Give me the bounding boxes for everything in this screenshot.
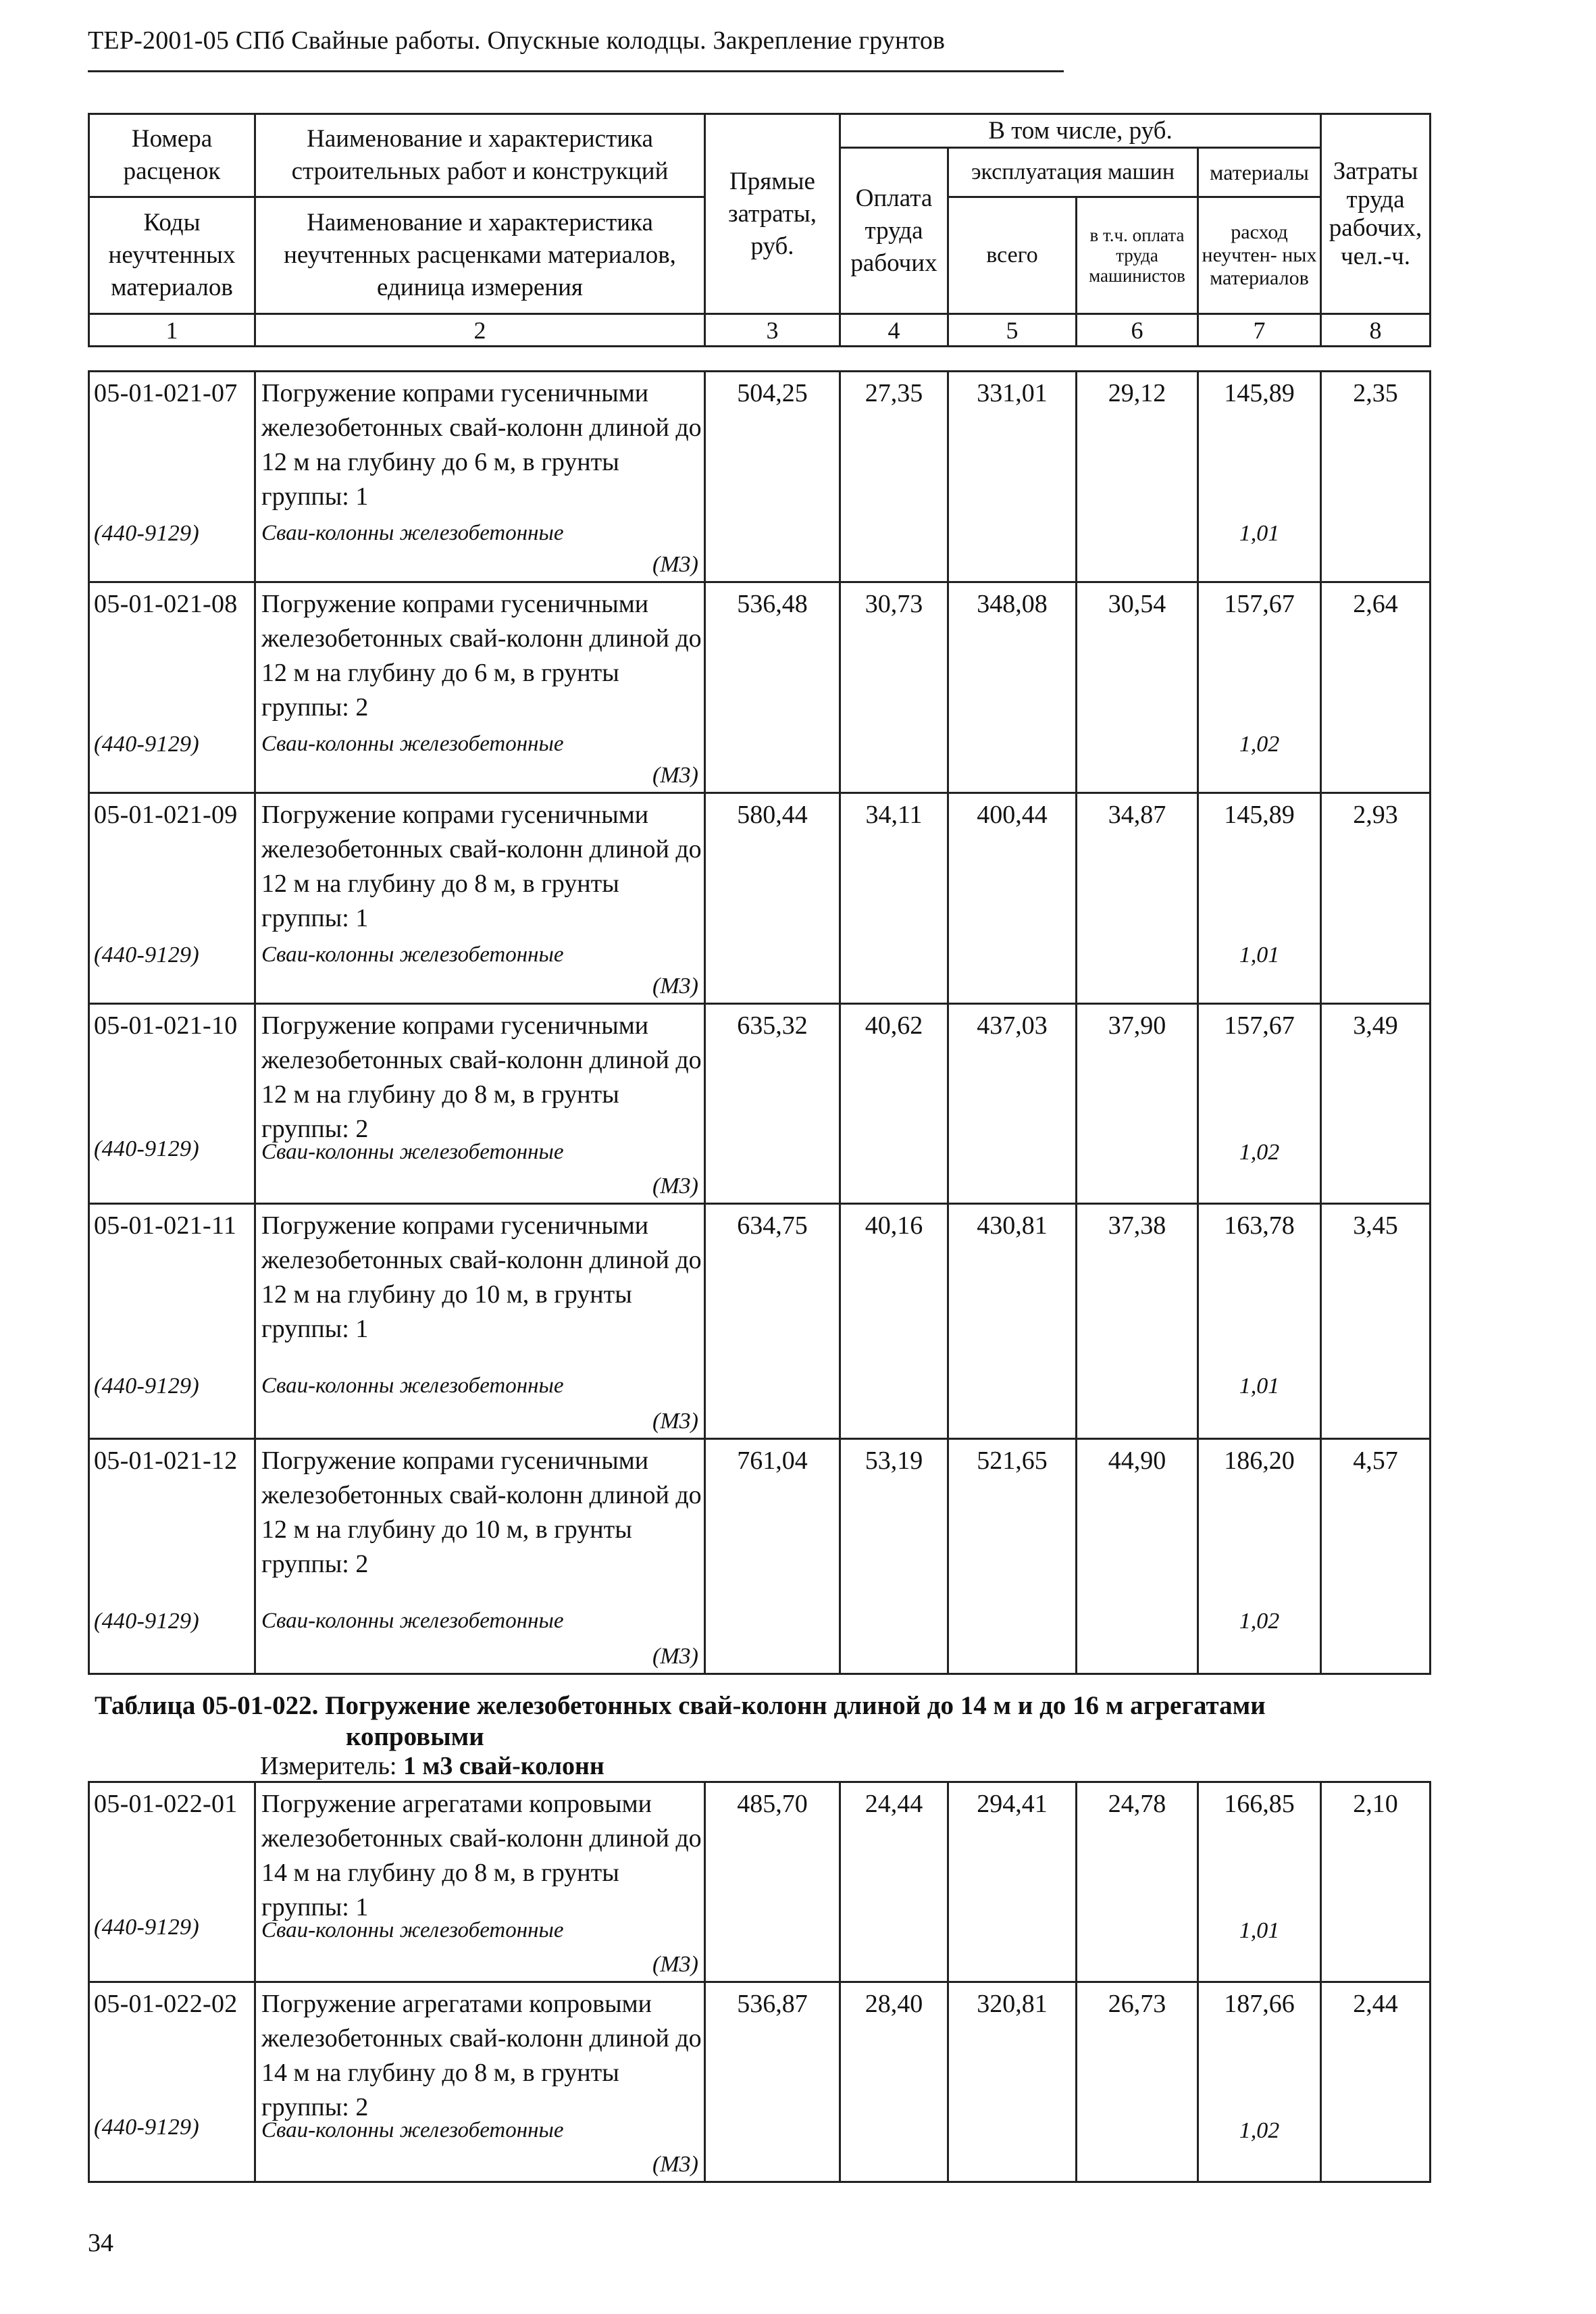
machines-total: 331,01 [948, 372, 1077, 582]
materials-cell [1198, 1782, 1321, 1982]
materials-cell [1198, 1982, 1321, 2182]
header-material-codes: Коды неучтенных материалов [89, 197, 255, 314]
measure-value: 1 м3 свай-колонн [403, 1752, 604, 1780]
rate-code: 05-01-021-09 [94, 801, 238, 829]
machines-total: 400,44 [948, 793, 1077, 1004]
direct-costs: 536,87 [705, 1982, 840, 2182]
description-cell [255, 1204, 705, 1439]
materials-cost: 145,89 [1224, 801, 1295, 829]
header-worker-pay: Оплата труда рабочих [840, 148, 948, 314]
machines-total: 320,81 [948, 1982, 1077, 2182]
table-row [89, 1439, 1431, 1674]
machinist-pay: 26,73 [1077, 1982, 1198, 2182]
material-quantity: 1,02 [1239, 2118, 1280, 2143]
materials-cost: 157,67 [1224, 1011, 1295, 1040]
material-unit: (М3) [652, 1174, 698, 1199]
material-name: Сваи-колонны железобетонные [261, 942, 564, 967]
material-unit: (М3) [652, 552, 698, 577]
work-description: Погружение копрами гусеничными железобетонных свай-колонн длиной до 12 м на глубину до 6 м, в грунты группы: 1 [261, 379, 702, 511]
material-quantity: 1,02 [1239, 1140, 1280, 1165]
worker-pay: 40,16 [840, 1204, 948, 1439]
header-including: В том числе, руб. [840, 114, 1321, 148]
description-cell [255, 1004, 705, 1204]
rate-cell [89, 1439, 255, 1674]
rate-code: 05-01-021-08 [94, 590, 238, 618]
rate-code: 05-01-021-12 [94, 1447, 238, 1475]
material-name: Сваи-колонны железобетонные [261, 521, 564, 545]
page-number: 34 [88, 2229, 113, 2257]
rate-code: 05-01-021-07 [94, 379, 238, 407]
machinist-pay: 24,78 [1077, 1782, 1198, 1982]
direct-costs: 536,48 [705, 582, 840, 793]
description-cell [255, 372, 705, 582]
rate-code: 05-01-021-10 [94, 1011, 238, 1040]
material-unit: (М3) [652, 974, 698, 999]
materials-cell [1198, 1204, 1321, 1439]
materials-cell [1198, 372, 1321, 582]
materials-cell [1198, 582, 1321, 793]
material-code: (440-9129) [94, 1136, 199, 1161]
material-name: Сваи-колонны железобетонные [261, 1374, 564, 1398]
material-code: (440-9129) [94, 942, 199, 967]
description-cell [255, 582, 705, 793]
material-name: Сваи-колонны железобетонные [261, 1609, 564, 1633]
header-material-name: Наименование и характеристика неучтенных расценками материалов, единица измерения [255, 197, 705, 314]
material-name: Сваи-колонны железобетонные [261, 1918, 564, 1942]
machinist-pay: 37,38 [1077, 1204, 1198, 1439]
material-code: (440-9129) [94, 732, 199, 757]
work-description: Погружение копрами гусеничными железобетонных свай-колонн длиной до 12 м на глубину до 8 м, в грунты группы: 1 [261, 801, 702, 932]
table-row [89, 1004, 1431, 1204]
machines-total: 437,03 [948, 1004, 1077, 1204]
table-row [89, 1982, 1431, 2182]
header-direct-costs: Прямые затраты, руб. [705, 114, 840, 314]
table-row [89, 582, 1431, 793]
material-quantity: 1,01 [1239, 1374, 1280, 1399]
labor-hours: 4,57 [1321, 1439, 1431, 1674]
machines-total: 521,65 [948, 1439, 1077, 1674]
machinist-pay: 34,87 [1077, 793, 1198, 1004]
header-work-name: Наименование и характеристика строительных работ и конструкций [255, 114, 705, 197]
rate-cell [89, 1204, 255, 1439]
worker-pay: 40,62 [840, 1004, 948, 1204]
material-unit: (М3) [652, 2152, 698, 2177]
materials-cost: 157,67 [1224, 590, 1295, 618]
rate-code: 05-01-022-01 [94, 1790, 238, 1818]
machines-total: 348,08 [948, 582, 1077, 793]
material-name: Сваи-колонны железобетонные [261, 2118, 564, 2142]
column-number-4: 4 [840, 314, 948, 347]
measure-unit [260, 1751, 604, 1781]
description-cell [255, 1782, 705, 1982]
materials-cost: 187,66 [1224, 1990, 1295, 2018]
worker-pay: 30,73 [840, 582, 948, 793]
labor-hours: 2,64 [1321, 582, 1431, 793]
column-number-8: 8 [1321, 314, 1431, 347]
material-name: Сваи-колонны железобетонные [261, 732, 564, 756]
column-number-7: 7 [1198, 314, 1321, 347]
material-code: (440-9129) [94, 521, 199, 546]
materials-cost: 166,85 [1224, 1790, 1295, 1818]
machinist-pay: 37,90 [1077, 1004, 1198, 1204]
labor-hours: 2,93 [1321, 793, 1431, 1004]
work-description: Погружение копрами гусеничными железобетонных свай-колонн длиной до 12 м на глубину до 10 м, в грунты группы: 2 [261, 1447, 702, 1578]
material-quantity: 1,01 [1239, 942, 1280, 967]
header-materials: материалы [1198, 148, 1321, 197]
rates-table-021 [88, 370, 1431, 1675]
worker-pay: 27,35 [840, 372, 948, 582]
material-name: Сваи-колонны железобетонные [261, 1140, 564, 1164]
material-unit: (М3) [652, 763, 698, 788]
header-rate-numbers: Номера расценок [89, 114, 255, 197]
table-title-line1: Таблица 05-01-022. Погружение железобетонных свай-колонн длиной до 14 м и до 16 м агрегатами [95, 1691, 1266, 1720]
machinist-pay: 44,90 [1077, 1439, 1198, 1674]
direct-costs: 485,70 [705, 1782, 840, 1982]
labor-hours: 3,49 [1321, 1004, 1431, 1204]
description-cell [255, 1439, 705, 1674]
materials-cost: 186,20 [1224, 1447, 1295, 1475]
labor-hours: 2,44 [1321, 1982, 1431, 2182]
description-cell [255, 793, 705, 1004]
rate-code: 05-01-022-02 [94, 1990, 238, 2018]
column-number-2: 2 [255, 314, 705, 347]
material-code: (440-9129) [94, 1915, 199, 1940]
header-material-consumption: расход неучтен- ных материалов [1198, 197, 1321, 314]
header-machinist-pay: в т.ч. оплата труда машинистов [1077, 197, 1198, 314]
materials-cell [1198, 793, 1321, 1004]
column-number-3: 3 [705, 314, 840, 347]
material-unit: (М3) [652, 1644, 698, 1669]
page-header: ТЕР-2001-05 СПб Свайные работы. Опускные колодцы. Закрепление грунтов [88, 26, 946, 55]
rate-cell [89, 582, 255, 793]
rate-cell [89, 372, 255, 582]
material-code: (440-9129) [94, 1609, 199, 1634]
direct-costs: 634,75 [705, 1204, 840, 1439]
description-cell [255, 1982, 705, 2182]
worker-pay: 24,44 [840, 1782, 948, 1982]
machinist-pay: 30,54 [1077, 582, 1198, 793]
header-machines-total: всего [948, 197, 1077, 314]
rate-cell [89, 1982, 255, 2182]
machinist-pay: 29,12 [1077, 372, 1198, 582]
material-unit: (М3) [652, 1409, 698, 1434]
material-quantity: 1,02 [1239, 1609, 1280, 1634]
direct-costs: 635,32 [705, 1004, 840, 1204]
rate-cell [89, 793, 255, 1004]
material-code: (440-9129) [94, 2115, 199, 2140]
column-header-table [88, 113, 1431, 347]
worker-pay: 28,40 [840, 1982, 948, 2182]
direct-costs: 761,04 [705, 1439, 840, 1674]
header-labor-hours: Затраты труда рабочих, чел.-ч. [1321, 114, 1431, 314]
work-description: Погружение агрегатами копровыми железобетонных свай-колонн длиной до 14 м на глубину до 8 м, в грунты группы: 1 [261, 1790, 702, 1921]
work-description: Погружение копрами гусеничными железобетонных свай-колонн длиной до 12 м на глубину до 6 м, в грунты группы: 2 [261, 590, 702, 722]
rate-code: 05-01-021-11 [94, 1211, 237, 1240]
material-quantity: 1,01 [1239, 521, 1280, 546]
materials-cell [1198, 1004, 1321, 1204]
materials-cell [1198, 1439, 1321, 1674]
labor-hours: 2,10 [1321, 1782, 1431, 1982]
worker-pay: 53,19 [840, 1439, 948, 1674]
measure-label: Измеритель: [260, 1752, 397, 1780]
table-title-line2: копровыми [346, 1722, 484, 1751]
labor-hours: 3,45 [1321, 1204, 1431, 1439]
materials-cost: 163,78 [1224, 1211, 1295, 1240]
work-description: Погружение копрами гусеничными железобетонных свай-колонн длиной до 12 м на глубину до 8 м, в грунты группы: 2 [261, 1011, 702, 1143]
material-code: (440-9129) [94, 1374, 199, 1399]
table-title [95, 1690, 1445, 1753]
machines-total: 430,81 [948, 1204, 1077, 1439]
material-unit: (М3) [652, 1952, 698, 1977]
material-quantity: 1,01 [1239, 1918, 1280, 1943]
rate-cell [89, 1004, 255, 1204]
column-number-1: 1 [89, 314, 255, 347]
table-row [89, 1782, 1431, 1982]
work-description: Погружение агрегатами копровыми железобетонных свай-колонн длиной до 14 м на глубину до 8 м, в грунты группы: 2 [261, 1990, 702, 2121]
column-number-5: 5 [948, 314, 1077, 347]
material-quantity: 1,02 [1239, 732, 1280, 757]
machines-total: 294,41 [948, 1782, 1077, 1982]
header-rule [88, 70, 1064, 72]
work-description: Погружение копрами гусеничными железобетонных свай-колонн длиной до 12 м на глубину до 10 м, в грунты группы: 1 [261, 1211, 702, 1343]
table-row [89, 372, 1431, 582]
rates-table-022 [88, 1781, 1431, 2183]
column-number-6: 6 [1077, 314, 1198, 347]
materials-cost: 145,89 [1224, 379, 1295, 407]
direct-costs: 504,25 [705, 372, 840, 582]
table-row [89, 793, 1431, 1004]
header-machine-operation: эксплуатация машин [948, 148, 1198, 197]
rate-cell [89, 1782, 255, 1982]
labor-hours: 2,35 [1321, 372, 1431, 582]
direct-costs: 580,44 [705, 793, 840, 1004]
worker-pay: 34,11 [840, 793, 948, 1004]
table-row [89, 1204, 1431, 1439]
